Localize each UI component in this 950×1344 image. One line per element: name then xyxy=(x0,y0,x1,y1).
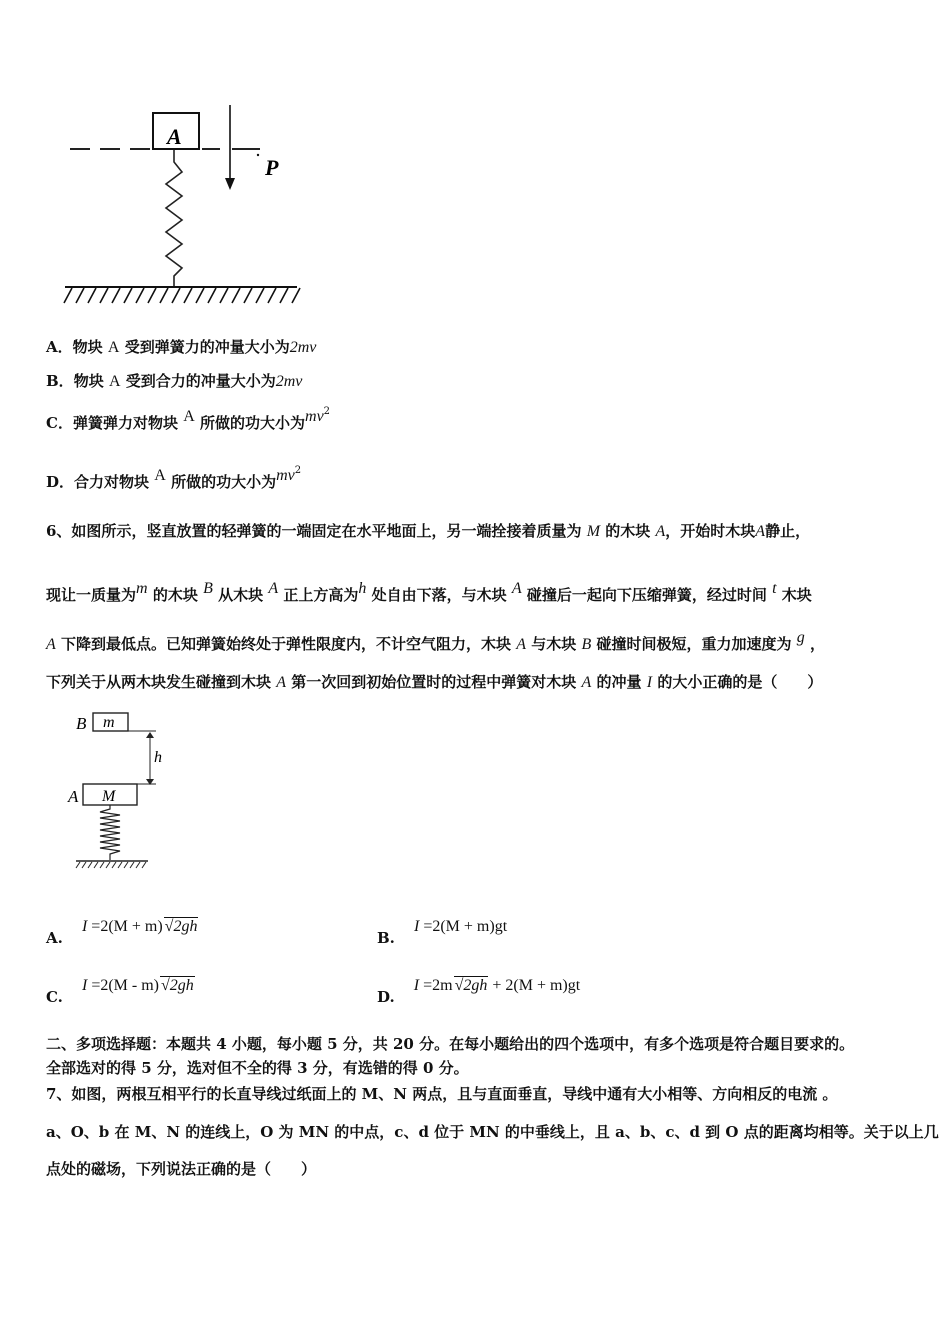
figure-blocks-spring xyxy=(66,706,176,876)
q5-option-b[interactable]: B．物块 A 受到合力的冲量大小为2mv xyxy=(46,372,303,390)
block-b-label: B xyxy=(76,714,87,733)
option-label: A. xyxy=(46,929,63,947)
formula: I =2m √2gh + 2(M + m)gt xyxy=(413,977,581,994)
expression: 2mv xyxy=(289,339,317,356)
q6-line-3: A 下降到最低点。已知弹簧始终处于弹性限度内，不计空气阻力，木块 A 与木块 B 碰撞时间极短，重力加速度为 g ， xyxy=(46,629,826,653)
option-label: C． xyxy=(46,414,73,432)
formula: I =2(M + m) √2gh xyxy=(81,918,198,935)
q7-line-2: a、O、b 在 M、N 的连线上，O 为 MN 的中点，c、d 位于 MN 的中垂线上，且 a、b、c、d 到 O 点的距离均相等。关于以上几 xyxy=(46,1123,939,1141)
block-a-label: A xyxy=(68,787,79,806)
section-2-heading-line-2: 全部选对的得 5 分，选对但不全的得 3 分，有选错的得 0 分。 xyxy=(46,1059,469,1077)
block-a-mass: M xyxy=(102,788,116,805)
formula: I =2(M + m)gt xyxy=(414,918,508,935)
q5-option-a[interactable]: A．物块 A 受到弹簧力的冲量大小为2mv xyxy=(46,338,317,356)
q6-option-d[interactable] xyxy=(377,975,581,1006)
expression: mv xyxy=(276,467,295,484)
figure-spring-block-a xyxy=(60,100,310,310)
q7-line-3: 点处的磁场，下列说法正确的是（ ） xyxy=(46,1160,317,1178)
option-label: B. xyxy=(377,929,395,947)
formula: I =2(M - m) √2gh xyxy=(82,977,194,994)
q7-line-1: 7、如图，两根互相平行的长直导线过纸面上的 M、N 两点，且与直面垂直，导线中通有大小相等、方向相反的电流 。 xyxy=(46,1085,838,1103)
option-label: C. xyxy=(46,988,63,1006)
q5-option-c[interactable]: C．弹簧弹力对物块 A 所做的功大小为$mv^2$ xyxy=(46,406,331,432)
q6-option-b[interactable] xyxy=(377,916,508,947)
option-label: D. xyxy=(377,988,395,1006)
q6-line-4: 下列关于从两木块发生碰撞到木块 A 第一次回到初始位置时的过程中弹簧对木块 A 的冲量 I 的大小正确的是（ ） xyxy=(46,673,823,691)
option-label: A． xyxy=(46,338,73,356)
arrow-p-label: P xyxy=(265,155,279,180)
expression: mv xyxy=(305,408,324,425)
section-2-heading-line-1: 二、多项选择题：本题共 4 小题，每小题 5 分，共 20 分。在每小题给出的四个选项中，有多个选项是符合题目要求的。 xyxy=(46,1035,855,1053)
q6-line-1: 6、如图所示，竖直放置的轻弹簧的一端固定在水平地面上，另一端拴接着质量为 M 的木块 A，开始时木块A静止， xyxy=(46,522,811,540)
option-label: B． xyxy=(46,372,74,390)
expression: 2mv xyxy=(275,373,303,390)
q6-option-a[interactable] xyxy=(46,916,198,947)
q5-option-d[interactable]: D．合力对物块 A 所做的功大小为$mv^2$ xyxy=(46,465,302,491)
q6-option-c[interactable] xyxy=(46,975,195,1006)
block-b-mass: m xyxy=(103,714,115,731)
option-label: D． xyxy=(46,473,75,491)
height-h-label: h xyxy=(154,749,162,766)
block-a-label: A xyxy=(167,124,182,149)
q6-line-2: 现让一质量为m 的木块 B 从木块 A 正上方高为h 处自由下落，与木块 A 碰撞后一起向下压缩弹簧，经过时间 t 木块 xyxy=(46,580,812,604)
